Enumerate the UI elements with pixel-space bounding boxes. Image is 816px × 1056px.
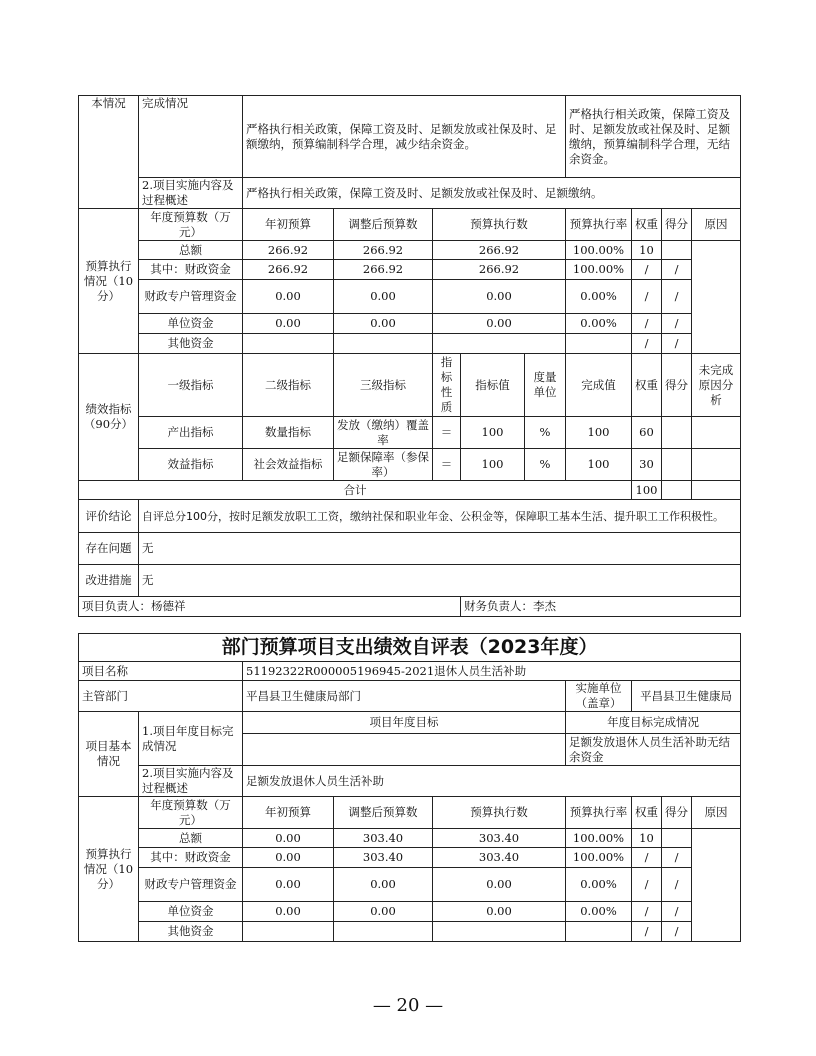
- cell: 0.00%: [566, 280, 632, 314]
- perf-header-row: [79, 354, 741, 417]
- cell: 266.92: [433, 260, 566, 280]
- project-leader: 项目负责人：杨德祥: [79, 597, 461, 617]
- table-title: 部门预算项目支出绩效自评表（2023年度）: [79, 634, 741, 662]
- perf-section-label: 绩效指标（90分）: [79, 354, 139, 481]
- cell: /: [632, 848, 662, 868]
- basic-label: 项目基本情况: [79, 712, 139, 797]
- budget-row: [79, 922, 741, 942]
- problem-label: 存在问题: [79, 533, 139, 565]
- dept-label: 主管部门: [79, 681, 243, 712]
- goal-head: 项目年度目标: [243, 712, 566, 734]
- cell: 10: [632, 241, 662, 260]
- cell: [662, 829, 692, 848]
- cell: [662, 417, 692, 449]
- cell: 0.00: [243, 314, 334, 334]
- goal-label: 1.项目年度目标完成情况: [139, 712, 243, 766]
- cell: 100.00%: [566, 241, 632, 260]
- cell: /: [632, 280, 662, 314]
- cell: 303.40: [334, 829, 433, 848]
- cell: 年度预算数（万元）: [139, 209, 243, 241]
- cell: 266.92: [433, 241, 566, 260]
- cell: 303.40: [334, 848, 433, 868]
- budget-header-row: [79, 797, 741, 829]
- cell: [433, 922, 566, 942]
- cell: /: [632, 902, 662, 922]
- cell: 100.00%: [566, 829, 632, 848]
- cell: %: [525, 449, 566, 481]
- cell: [243, 922, 334, 942]
- cell: /: [632, 260, 662, 280]
- cell: 303.40: [433, 829, 566, 848]
- cell: 266.92: [334, 260, 433, 280]
- cell: 0.00: [433, 868, 566, 902]
- conclusion-text: 自评总分100分，按时足额发放职工工资，缴纳社保和职业年金、公积金等，保障职工基本生活、提升职工工作积极性。: [139, 500, 741, 533]
- improve-text: 无: [139, 565, 741, 597]
- cell: /: [662, 922, 692, 942]
- cell: ＝: [433, 449, 461, 481]
- header-cell: 一级指标: [139, 354, 243, 417]
- cell: 产出指标: [139, 417, 243, 449]
- cell: [566, 922, 632, 942]
- impl-label: 2.项目实施内容及过程概述: [139, 178, 243, 209]
- cell: /: [632, 314, 662, 334]
- cell: [243, 334, 334, 354]
- cell: 100: [566, 417, 632, 449]
- budget-section-label: 预算执行情况（10分）: [79, 209, 139, 354]
- cell: 其他资金: [139, 334, 243, 354]
- basic-label: 本情况: [79, 96, 139, 209]
- cell: 0.00: [243, 848, 334, 868]
- budget-header-row: [79, 209, 741, 241]
- dept-value: 平昌县卫生健康局部门: [243, 681, 566, 712]
- cell: 年初预算: [243, 209, 334, 241]
- cell: /: [662, 848, 692, 868]
- cell: 单位资金: [139, 902, 243, 922]
- cell: 总额: [139, 829, 243, 848]
- header-cell: 二级指标: [243, 354, 334, 417]
- cell: [692, 449, 741, 481]
- finance-leader: 财务负责人：李杰: [461, 597, 741, 617]
- cell: 30: [632, 449, 662, 481]
- cell: /: [662, 260, 692, 280]
- cell: 原因: [692, 797, 741, 829]
- cell: /: [662, 868, 692, 902]
- cell: 0.00%: [566, 868, 632, 902]
- cell: 266.92: [243, 241, 334, 260]
- cell: /: [662, 314, 692, 334]
- cell: /: [632, 334, 662, 354]
- cell: 266.92: [243, 260, 334, 280]
- cell: 效益指标: [139, 449, 243, 481]
- total-label: 合计: [79, 481, 632, 500]
- cell: 其中：财政资金: [139, 260, 243, 280]
- project-name-label: 项目名称: [79, 662, 243, 681]
- budget-section: [79, 209, 741, 354]
- goal-label: 完成情况: [139, 96, 243, 178]
- cell: /: [662, 280, 692, 314]
- cell: 年初预算: [243, 797, 334, 829]
- header-cell: 指标值: [461, 354, 525, 417]
- cell: /: [632, 922, 662, 942]
- header-cell: 完成值: [566, 354, 632, 417]
- budget-row: [79, 314, 741, 334]
- cell: [566, 334, 632, 354]
- goal-result: 足额发放退休人员生活补助无结余资金: [566, 734, 741, 766]
- budget-section: [79, 797, 741, 942]
- cell: /: [662, 902, 692, 922]
- cell: 得分: [662, 209, 692, 241]
- cell: 100: [461, 417, 525, 449]
- cell: %: [525, 417, 566, 449]
- total-weight: 100: [632, 481, 662, 500]
- header-cell: 度量单位: [525, 354, 566, 417]
- goal-text: 严格执行相关政策，保障工资及时、足额发放或社保及时、足额缴纳，预算编制科学合理，减少结余资金。: [243, 96, 566, 178]
- budget-row: [79, 280, 741, 314]
- impl-text: 严格执行相关政策，保障工资及时、足额发放或社保及时、足额缴纳。: [243, 178, 741, 209]
- cell: 财政专户管理资金: [139, 868, 243, 902]
- cell: 预算执行率: [566, 797, 632, 829]
- cell: 0.00: [433, 314, 566, 334]
- cell: 调整后预算数: [334, 209, 433, 241]
- cell: [692, 417, 741, 449]
- conclusion-label: 评价结论: [79, 500, 139, 533]
- cell: [433, 334, 566, 354]
- header-cell: 未完成原因分析: [692, 354, 741, 417]
- budget-row: [79, 848, 741, 868]
- reason-cell: [692, 241, 741, 354]
- self-evaluation-table-continued: [78, 95, 741, 617]
- cell: 10: [632, 829, 662, 848]
- goal-text: [243, 734, 566, 766]
- page-number: — 20 —: [372, 995, 444, 1016]
- budget-row: [79, 902, 741, 922]
- cell: 发放（缴纳）覆盖率: [334, 417, 433, 449]
- cell: [334, 334, 433, 354]
- budget-row: [79, 241, 741, 260]
- budget-row: [79, 260, 741, 280]
- cell: 预算执行数: [433, 209, 566, 241]
- cell: 权重: [632, 209, 662, 241]
- cell: 数量指标: [243, 417, 334, 449]
- cell: 单位资金: [139, 314, 243, 334]
- header-cell: 得分: [662, 354, 692, 417]
- goal-result: 严格执行相关政策，保障工资及时、足额发放或社保及时、足额缴纳，预算编制科学合理，无结余资金。: [566, 96, 741, 178]
- total-row: [79, 481, 741, 500]
- cell: 社会效益指标: [243, 449, 334, 481]
- cell: 0.00: [334, 280, 433, 314]
- cell: 财政专户管理资金: [139, 280, 243, 314]
- cell: 100: [566, 449, 632, 481]
- cell: 原因: [692, 209, 741, 241]
- perf-row: [79, 417, 741, 449]
- cell: 0.00: [433, 280, 566, 314]
- cell: 得分: [662, 797, 692, 829]
- cell: 权重: [632, 797, 662, 829]
- cell: 0.00: [433, 902, 566, 922]
- cell: 年度预算数（万元）: [139, 797, 243, 829]
- header-cell: 指标性质: [433, 354, 461, 417]
- cell: 预算执行数: [433, 797, 566, 829]
- cell: /: [662, 334, 692, 354]
- cell: 预算执行率: [566, 209, 632, 241]
- impl-label: 2.项目实施内容及过程概述: [139, 766, 243, 797]
- cell: 0.00: [334, 868, 433, 902]
- impl-text: 足额发放退休人员生活补助: [243, 766, 741, 797]
- budget-section-label: 预算执行情况（10分）: [79, 797, 139, 942]
- header-cell: 权重: [632, 354, 662, 417]
- cell: 其他资金: [139, 922, 243, 942]
- cell: 0.00: [334, 902, 433, 922]
- cell: ＝: [433, 417, 461, 449]
- cell: 100: [461, 449, 525, 481]
- cell: 0.00: [243, 280, 334, 314]
- cell: 足额保障率（参保率）: [334, 449, 433, 481]
- self-evaluation-table-2023: [78, 633, 741, 942]
- cell: [334, 922, 433, 942]
- cell: 100.00%: [566, 260, 632, 280]
- reason-cell: [692, 829, 741, 942]
- cell: 0.00: [243, 868, 334, 902]
- cell: 0.00%: [566, 314, 632, 334]
- cell: 其中：财政资金: [139, 848, 243, 868]
- unit-label: 实施单位（盖章）: [566, 681, 632, 712]
- cell: 60: [632, 417, 662, 449]
- problem-text: 无: [139, 533, 741, 565]
- result-head: 年度目标完成情况: [566, 712, 741, 734]
- cell: /: [632, 868, 662, 902]
- project-name: 51192322R000005196945-2021退休人员生活补助: [243, 662, 741, 681]
- perf-row: [79, 449, 741, 481]
- cell: 303.40: [433, 848, 566, 868]
- cell: 0.00: [334, 314, 433, 334]
- cell: 0.00: [243, 902, 334, 922]
- cell: 266.92: [334, 241, 433, 260]
- cell: [662, 241, 692, 260]
- unit-value: 平昌县卫生健康局: [632, 681, 741, 712]
- header-cell: 三级指标: [334, 354, 433, 417]
- cell: 100.00%: [566, 848, 632, 868]
- cell: 0.00: [243, 829, 334, 848]
- cell: [662, 449, 692, 481]
- budget-row: [79, 868, 741, 902]
- budget-row: [79, 829, 741, 848]
- cell: 调整后预算数: [334, 797, 433, 829]
- improve-label: 改进措施: [79, 565, 139, 597]
- budget-row: [79, 334, 741, 354]
- cell: 总额: [139, 241, 243, 260]
- cell: 0.00%: [566, 902, 632, 922]
